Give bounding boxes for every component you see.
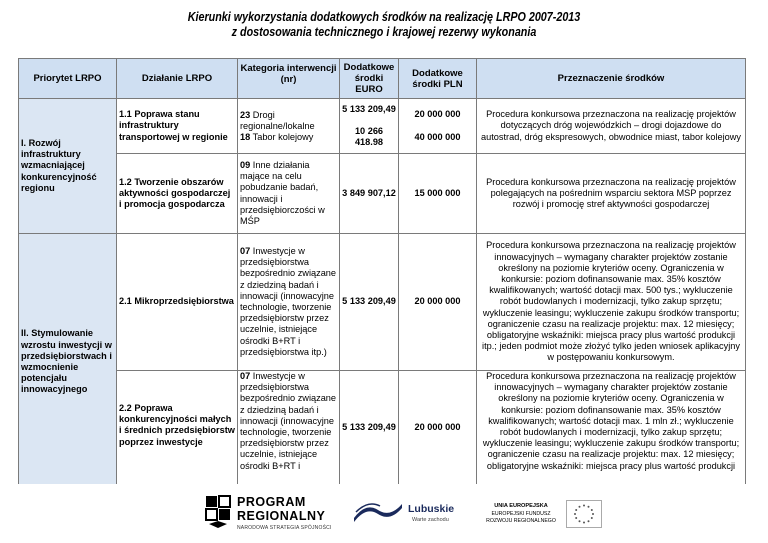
przeznaczenie-cell: Procedura konkursowa przeznaczona na realizację projektów innowacyjnych – wymagany charakter projektów zostanie określony na poziomie kryteriów oceny. Ograniczenia w konkursie: poziom dofinansowanie max. 35% kosztów kwalifikowanych; wartość dotacji max. 500 tys.; wykluczenie robót budowlanych i modernizacji, tylko zakup sprzętu; wykluczenie leasingu; wykluczenie zakupu środków transportu; ograniczenie czasu na realizacje projektu: max. 12 miesięcy; obligatoryjne wskaźniki: miejsca pracy plus wartość produkcji itp.; jeden podmiot może złożyć tylko jeden wniosek aplikacyjny w postępowaniu konkursowym.: [477, 234, 746, 371]
program-label: PROGRAM: [237, 495, 306, 509]
kategoria-number: 07: [240, 245, 251, 256]
header-przeznaczenie: Przeznaczenie środków: [477, 59, 746, 99]
header-euro: Dodatkowe środki EURO: [340, 59, 399, 99]
header-pln: Dodatkowe środki PLN: [399, 59, 477, 99]
header-dzialanie: Działanie LRPO: [117, 59, 238, 99]
eu-logo: [478, 496, 608, 536]
header-row: [19, 59, 746, 99]
eu-label-1: UNIA EUROPEJSKA: [494, 503, 548, 509]
kategoria-text: Drogi regionalne/lokalne: [240, 109, 315, 131]
euro-value: 5 133 209,49: [342, 103, 396, 114]
footer-logos: [0, 488, 768, 543]
dzialanie-cell: 2.2 Poprawa konkurencyjności małych i średnich przedsiębiorstw poprzez inwestycje: [117, 371, 238, 491]
pln-cell: 15 000 000: [399, 154, 477, 234]
lubuskie-logo: [352, 496, 462, 536]
regionalny-label: REGIONALNY: [237, 509, 326, 523]
przeznaczenie-cell: Procedura konkursowa przeznaczona na realizację projektów dotyczących dróg wojewódzkich – drogi dojazdowe do autostrad, dróg ekspresowych, obwodnice miast, tabor kolejowy: [477, 99, 746, 154]
kategoria-text: Tabor kolejowy: [250, 132, 314, 143]
lubuskie-label: Lubuskie: [408, 503, 455, 515]
dzialanie-cell: 2.1 Mikroprzedsiębiorstwa: [117, 234, 238, 371]
nss-label: NARODOWA STRATEGIA SPÓJNOŚCI: [237, 525, 332, 531]
kategoria-text: Inwestycje w przedsiębiorstwa bezpośrednio związane z dziedziną badań i innowacji (innowacyjne technologie, tworzenie przedsiębiorstw przez uczelnie, istniejące ośrodki B+RT i: [240, 371, 337, 471]
allocation-table: [18, 58, 746, 491]
pln-cell: 20 000 000: [399, 234, 477, 371]
nss-emblem-icon: [205, 494, 231, 530]
kategoria-number: 23: [240, 109, 251, 120]
header-priorytet: Priorytet LRPO: [19, 59, 117, 99]
przeznaczenie-cell: Procedura konkursowa przeznaczona na realizację projektów polegających na pośrednim wsparciu sektora MSP poprzez rozwój i promocję stref aktywności gospodarczej: [477, 154, 746, 234]
kategoria-cell: [238, 371, 340, 491]
euro-cell: 5 133 209,49: [340, 234, 399, 371]
lubuskie-wave-icon: [352, 500, 404, 522]
kategoria-number: 07: [240, 371, 251, 381]
kategoria-cell: [238, 154, 340, 234]
euro-cell: 5 133 209,49: [340, 371, 399, 491]
kategoria-number: 18: [240, 132, 251, 143]
dzialanie-cell: 1.2 Tworzenie obszarów aktywności gospodarczej i promocja gospodarcza: [117, 154, 238, 234]
kategoria-text: Inne działania mające na celu pobudzanie badań, innowacji i przedsiębiorczości w MŚP: [240, 159, 325, 226]
kategoria-cell: [238, 234, 340, 371]
priority-cell-2: II. Stymulowanie wzrostu inwestycji w przedsiębiorstwach i wzmocnienie potencjału innowacyjnego: [19, 234, 117, 491]
lubuskie-slogan: Warte zachodu: [412, 517, 449, 523]
eu-label-3: ROZWOJU REGIONALNEGO: [486, 518, 556, 524]
kategoria-text: Inwestycje w przedsiębiorstwa bezpośrednio związane z dziedziną badań i innowacji (innowacyjne technologie, tworzenie przedsiębiorstw przez uczelnie, istniejące ośrodki B+RT i przedsiębiorstwa itp.): [240, 245, 337, 357]
pln-value: 40 000 000: [414, 131, 461, 142]
pln-cell: [399, 99, 477, 154]
kategoria-cell: [238, 99, 340, 154]
program-regionalny-logo: [205, 492, 340, 538]
euro-cell: [340, 99, 399, 154]
document-title: [0, 10, 768, 40]
dzialanie-cell: 1.1 Poprawa stanu infrastruktury transportowej w regionie: [117, 99, 238, 154]
kategoria-number: 09: [240, 159, 251, 170]
title-line-2: z dostosowania technicznego i krajowej rezerwy wykonania: [231, 25, 537, 39]
header-kategoria: Kategoria interwencji (nr): [238, 59, 340, 99]
przeznaczenie-cell: Procedura konkursowa przeznaczona na realizację projektów innowacyjnych – wymagany charakter projektów zostanie określony na poziomie kryteriów oceny. Ograniczenia w konkursie: poziom dofinansowanie max. 35% kosztów kwalifikowanych; wartość dotacji max. 1 mln zł.; wykluczenie robót budowlanych i modernizacji, tylko zakup sprzętu; wykluczenie leasingu; wykluczenie zakupu środków transportu; ograniczenie czasu na realizacje projektu: max. 12 miesięcy; obligatoryjne wskaźniki: miejsca pracy plus wartość produkcji: [477, 371, 746, 491]
table-row: [19, 371, 746, 491]
eu-flag-icon: [566, 500, 602, 528]
eu-label-2: EUROPEJSKI FUNDUSZ: [491, 511, 551, 517]
table-row: [19, 99, 746, 154]
title-line-1: Kierunki wykorzystania dodatkowych środków na realizację LRPO 2007-2013: [187, 10, 581, 24]
euro-cell: 3 849 907,12: [340, 154, 399, 234]
pln-cell: 20 000 000: [399, 371, 477, 491]
priority-cell-1: I. Rozwój infrastruktury wzmacniającej konkurencyjność regionu: [19, 99, 117, 234]
table-row: [19, 154, 746, 234]
table-row: [19, 234, 746, 371]
pln-value: 20 000 000: [414, 109, 461, 120]
euro-value: 10 266 418.98: [354, 125, 384, 148]
